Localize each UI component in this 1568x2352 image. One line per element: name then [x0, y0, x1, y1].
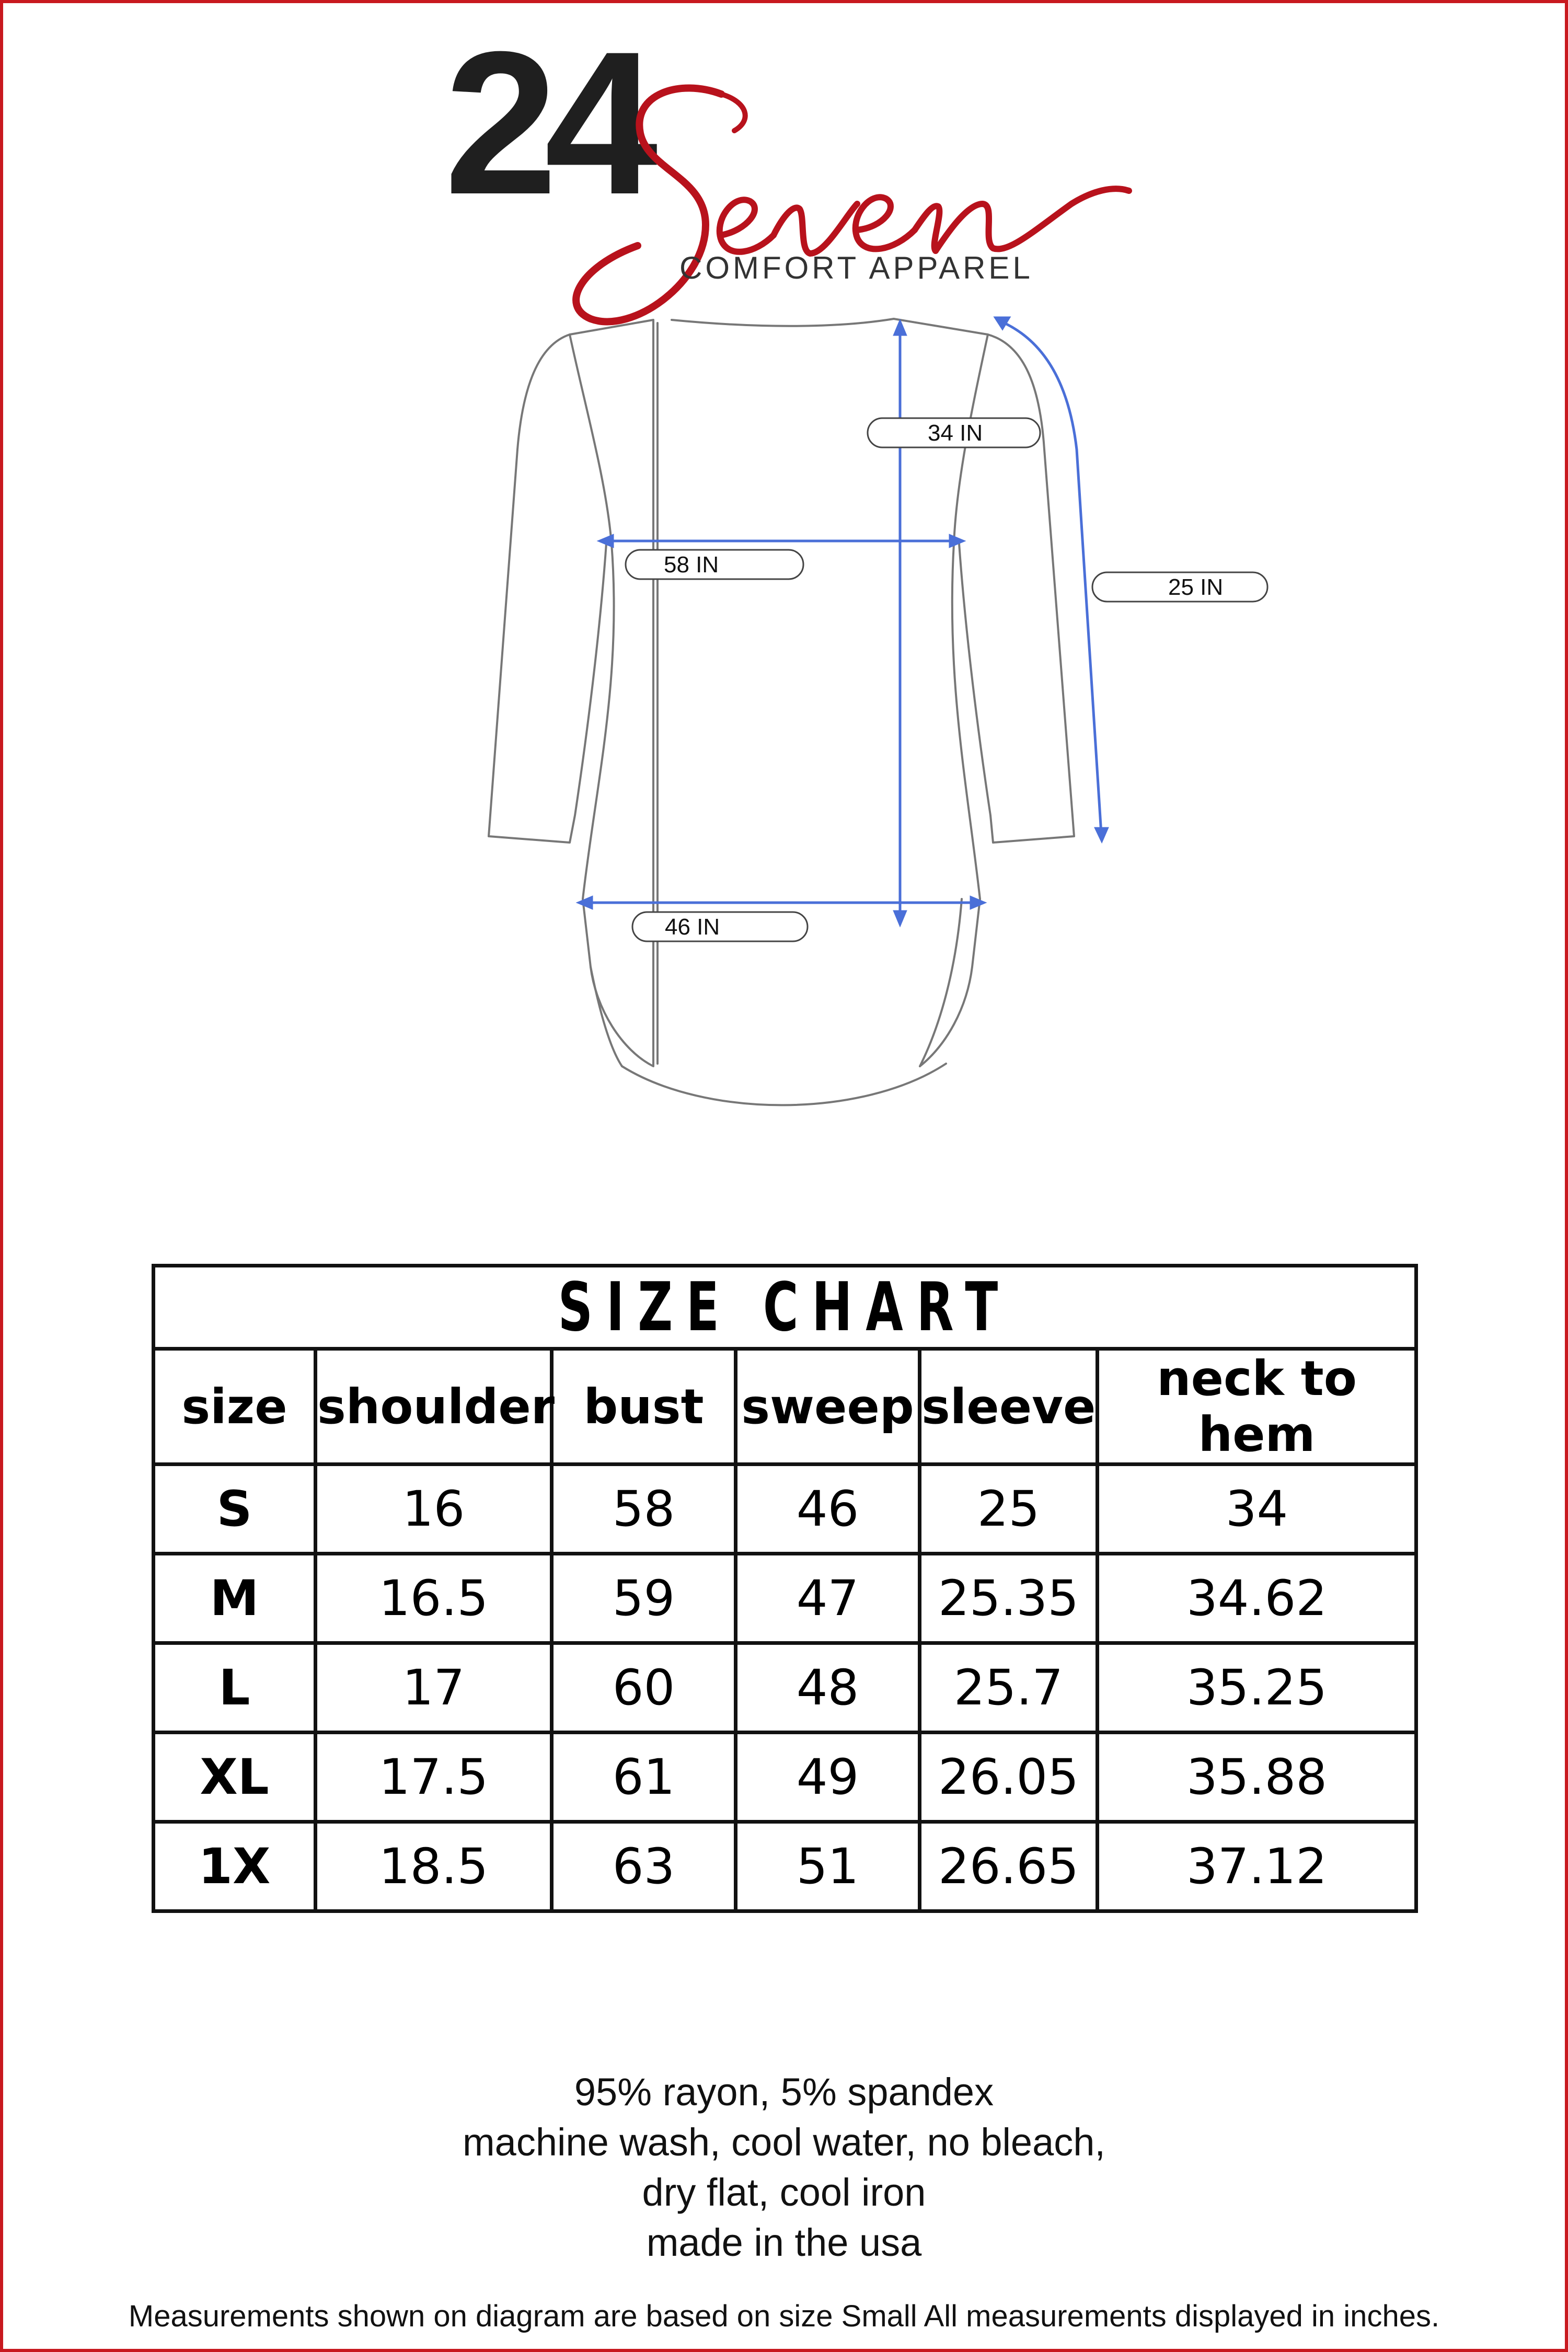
table-cell: 51 [736, 1822, 920, 1911]
tag-bust: 58 IN [664, 552, 719, 578]
table-cell: 59 [552, 1554, 736, 1643]
table-cell: 58 [552, 1465, 736, 1554]
care-line-dry: dry flat, cool iron [642, 2171, 926, 2214]
logo-number: 24 [444, 9, 645, 237]
column-header: bust [552, 1349, 736, 1465]
table-cell: 63 [552, 1822, 736, 1911]
care-line-origin: made in the usa [646, 2221, 922, 2264]
table-row [154, 1554, 1416, 1643]
measure-tags [626, 418, 1267, 941]
column-header: sleeve [920, 1349, 1098, 1465]
column-header: neck to hem [1098, 1349, 1416, 1465]
size-chart-table [152, 1264, 1418, 1913]
size-chart-title: SIZE CHART [558, 1268, 1012, 1346]
table-cell: 61 [552, 1733, 736, 1822]
table-cell: 25.35 [920, 1554, 1098, 1643]
table-cell: 35.88 [1098, 1733, 1416, 1822]
table-cell: 26.05 [920, 1733, 1098, 1822]
size-chart-title-row [154, 1266, 1416, 1349]
size-cell: S [154, 1465, 316, 1554]
table-cell: 37.12 [1098, 1822, 1416, 1911]
table-cell: 48 [736, 1643, 920, 1733]
table-row [154, 1822, 1416, 1911]
size-chart-title-cell [154, 1266, 1416, 1349]
size-cell: 1X [154, 1822, 316, 1911]
table-cell: 49 [736, 1733, 920, 1822]
table-cell: 34.62 [1098, 1554, 1416, 1643]
column-header: shoulder [316, 1349, 552, 1465]
measurement-footnote: Measurements shown on diagram are based on size Small All measurements displayed in inches. [128, 2299, 1440, 2333]
tag-sleeve: 25 IN [1168, 574, 1224, 600]
tag-neck-to-hem: 34 IN [928, 420, 983, 446]
size-cell: XL [154, 1733, 316, 1822]
table-cell: 17.5 [316, 1733, 552, 1822]
size-cell: M [154, 1554, 316, 1643]
table-cell: 16 [316, 1465, 552, 1554]
column-header: sweep [736, 1349, 920, 1465]
table-row [154, 1465, 1416, 1554]
care-line-fabric: 95% rayon, 5% spandex [574, 2070, 994, 2114]
table-cell: 47 [736, 1554, 920, 1643]
table-cell: 26.65 [920, 1822, 1098, 1911]
table-cell: 35.25 [1098, 1643, 1416, 1733]
tag-sweep: 46 IN [665, 914, 720, 940]
table-row [154, 1643, 1416, 1733]
table-cell: 16.5 [316, 1554, 552, 1643]
table-cell: 25.7 [920, 1643, 1098, 1733]
table-cell: 25 [920, 1465, 1098, 1554]
table-cell: 18.5 [316, 1822, 552, 1911]
garment-diagram [0, 0, 1568, 1150]
logo-subtitle: COMFORT APPAREL [679, 250, 1033, 285]
table-cell: 17 [316, 1643, 552, 1733]
care-instructions [0, 2067, 1568, 2268]
care-line-wash: machine wash, cool water, no bleach, [463, 2120, 1105, 2164]
size-chart-header-row [154, 1349, 1416, 1465]
size-cell: L [154, 1643, 316, 1733]
table-cell: 60 [552, 1643, 736, 1733]
table-cell: 46 [736, 1465, 920, 1554]
table-row [154, 1733, 1416, 1822]
table-cell: 34 [1098, 1465, 1416, 1554]
column-header: size [154, 1349, 316, 1465]
